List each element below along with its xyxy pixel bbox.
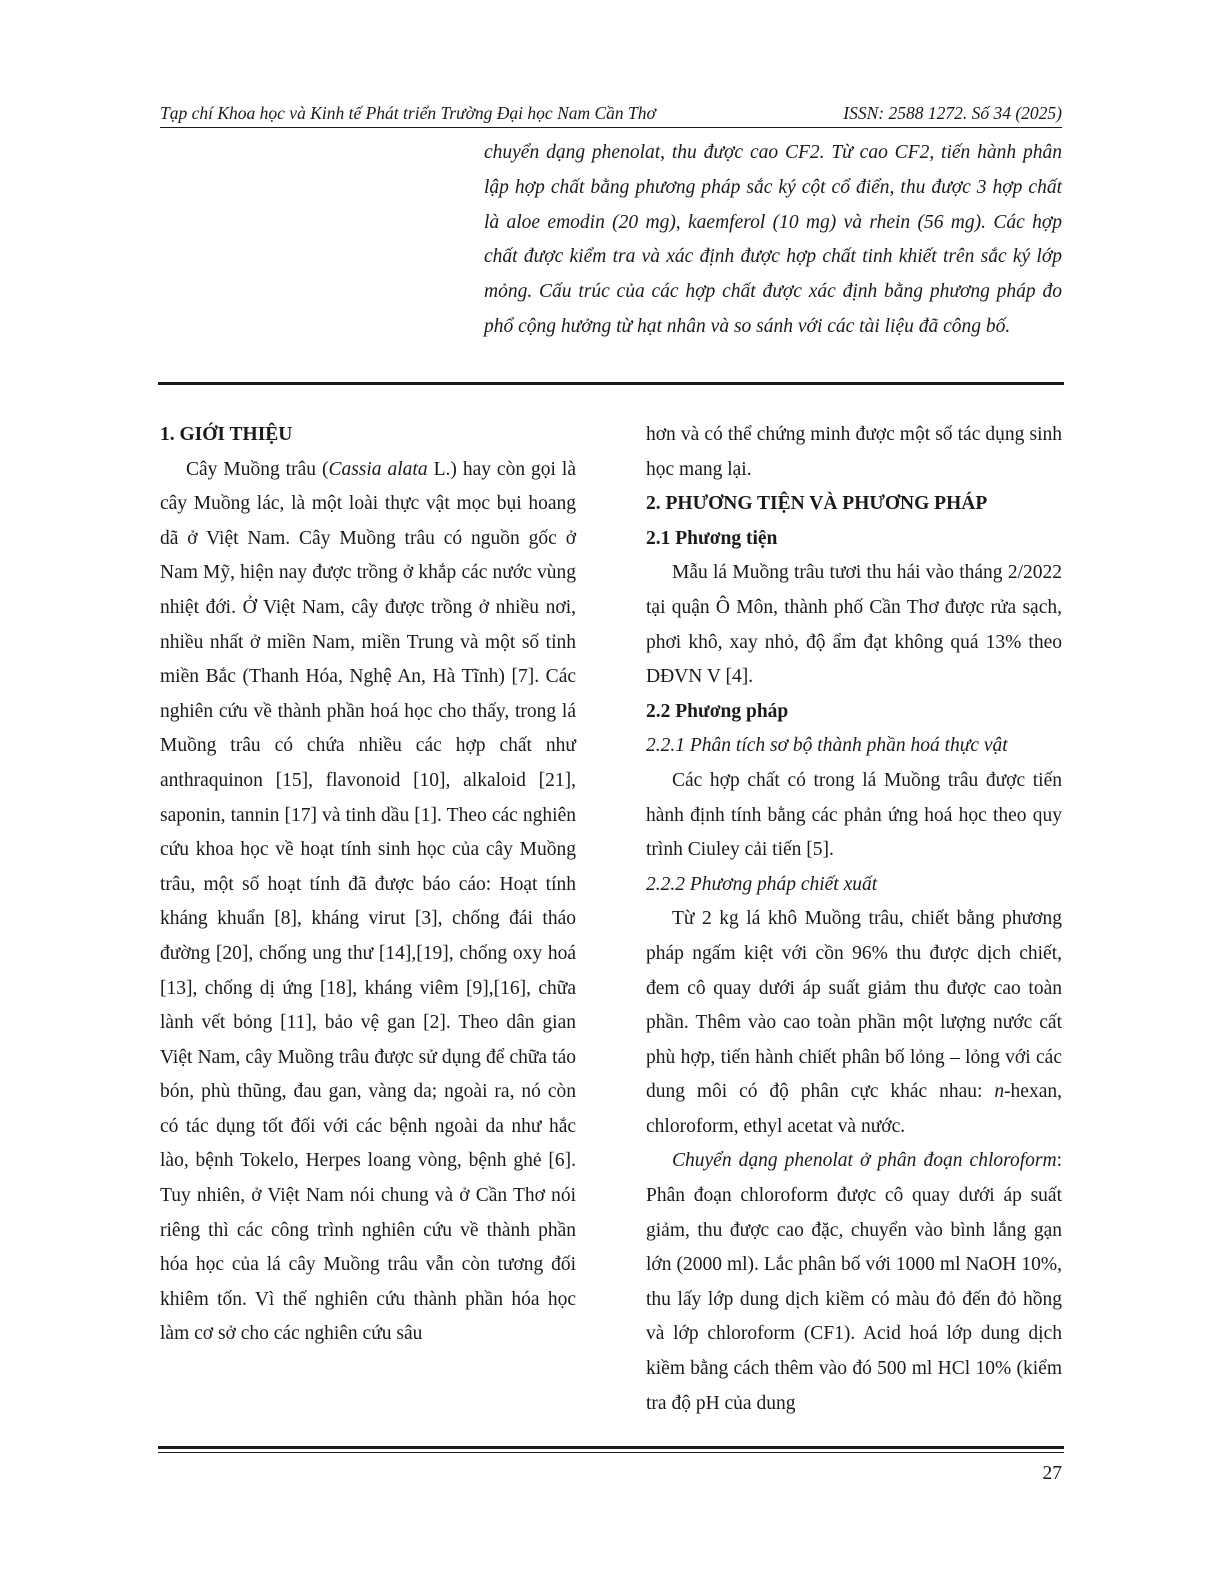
introduction-continuation: hơn và có thể chứng minh được một số tác dụng sinh học mang lại. (646, 424, 1062, 480)
left-column (160, 418, 576, 1352)
species-name: Cassia alata (328, 458, 428, 480)
right-column (646, 418, 1062, 1421)
running-header (160, 101, 1062, 128)
subsection-2-2-2-heading: 2.2.2 Phương pháp chiết xuất (646, 873, 878, 895)
abstract-continuation: chuyển dạng phenolat, thu được cao CF2. Từ cao CF2, tiến hành phân lập hợp chất bằng phương pháp sắc ký cột cổ điển, thu được 3 hợp chất là aloe emodin (20 mg), kaemferol (10 mg) và rhein (56 mg). Các hợp chất được kiểm tra và xác định được hợp chất tinh khiết trên sắc ký lớp mỏng. Cấu trúc của các hợp chất được xác định bằng phương pháp đo phổ cộng hưởng từ hạt nhân và so sánh với các tài liệu đã công bố. (484, 142, 1062, 337)
introduction-paragraph: Cây Muồng trâu (Cassia alata L.) hay còn gọi là cây Muồng lác, là một loài thực vật mọc bụi hoang dã ở Việt Nam. Cây Muồng trâu có nguồn gốc ở Nam Mỹ, hiện nay được trồng ở khắp các nước vùng nhiệt đới. Ở Việt Nam, cây được trồng ở nhiều nơi, nhiều nhất ở miền Nam, miền Trung và một số tỉnh miền Bắc (Thanh Hóa, Nghệ An, Hà Tĩnh) [7]. Các nghiên cứu về thành phần hoá học cho thấy, trong lá Muồng trâu có chứa nhiều các hợp chất như anthraquinon [15], flavonoid [10], alkaloid [21], saponin, tannin [17] và tinh dầu [1]. Theo các nghiên cứu khoa học về hoạt tính sinh học của cây Muồng trâu, một số hoạt tính đã được báo cáo: Hoạt tính kháng khuẩn [8], kháng virut [3], chống đái tháo đường [20], chống ung thư [14],[19], chống oxy hoá [13], chống dị ứng [18], kháng viêm [9],[16], chữa lành vết bỏng [11], bảo vệ gan [2]. Theo dân gian Việt Nam, cây Muồng trâu được sử dụng để chữa táo bón, phù thũng, đau gan, vàng da; ngoài ra, nó còn có tác dụng tốt đối với các bệnh ngoài da như hắc lào, bệnh Tokelo, Herpes loang vòng, bệnh ghẻ [6]. Tuy nhiên, ở Việt Nam nói chung và ở Cần Thơ nói riêng thì các công trình nghiên cứu về thành phần hóa học của lá cây Muồng trâu vẫn còn tương đối khiêm tốn. Vì thế nghiên cứu thành phần hóa học làm cơ sở cho các nghiên cứu sâu (160, 458, 576, 1345)
abstract-divider (158, 382, 1064, 385)
section-1-heading: 1. GIỚI THIỆU (160, 424, 293, 445)
phytochemical-paragraph: Các hợp chất có trong lá Muồng trâu được tiến hành định tính bằng các phản ứng hoá học theo quy trình Ciuley cải tiến [5]. (646, 769, 1062, 861)
section-2-heading: 2. PHƯƠNG TIỆN VÀ PHƯƠNG PHÁP (646, 493, 988, 515)
phenolat-paragraph: Chuyển dạng phenolat ở phân đoạn chloroform: Phân đoạn chloroform được cô quay dưới áp suất giảm, thu được cao đặc, chuyển vào bình lắng gạn lớn (2000 ml). Lắc phân bố với 1000 ml NaOH 10%, thu lấy lớp dung dịch kiềm có màu đỏ đến đỏ hồng và lớp chloroform (CF1). Acid hoá lớp dung dịch kiềm bằng cách thêm vào đó 500 ml HCl 10% (kiểm tra độ pH của dung (646, 1150, 1062, 1414)
subsection-2-1-heading: 2.1 Phương tiện (646, 527, 778, 549)
subsection-2-2-1-heading: 2.2.1 Phân tích sơ bộ thành phần hoá thực vật (646, 735, 1008, 757)
footer-rule (158, 1446, 1064, 1449)
materials-paragraph: Mẫu lá Muồng trâu tươi thu hái vào tháng 2/2022 tại quận Ô Môn, thành phố Cần Thơ được rửa sạch, phơi khô, xay nhỏ, độ ẩm đạt không quá 13% theo DĐVN V [4]. (646, 562, 1062, 688)
issn-issue: ISSN: 2588 1272. Số 34 (2025) (843, 103, 1062, 123)
footer-rule-thin (158, 1452, 1064, 1453)
subsection-2-2-heading: 2.2 Phương pháp (646, 700, 789, 722)
extraction-paragraph: Từ 2 kg lá khô Muồng trâu, chiết bằng phương pháp ngấm kiệt với cồn 96% thu được dịch chiết, đem cô quay dưới áp suất giảm thu được cao toàn phần. Thêm vào cao toàn phần một lượng nước cất phù hợp, tiến hành chiết phân bố lỏng – lỏng với các dung môi có độ phân cực khác nhau: n-hexan, chloroform, ethyl acetat và nước. (646, 908, 1062, 1137)
page-number: 27 (1042, 1463, 1062, 1484)
journal-title: Tạp chí Khoa học và Kinh tế Phát triển Trường Đại học Nam Cần Thơ (160, 103, 656, 123)
phenolat-label: Chuyển dạng phenolat ở phân đoạn chloroform (672, 1150, 1057, 1172)
